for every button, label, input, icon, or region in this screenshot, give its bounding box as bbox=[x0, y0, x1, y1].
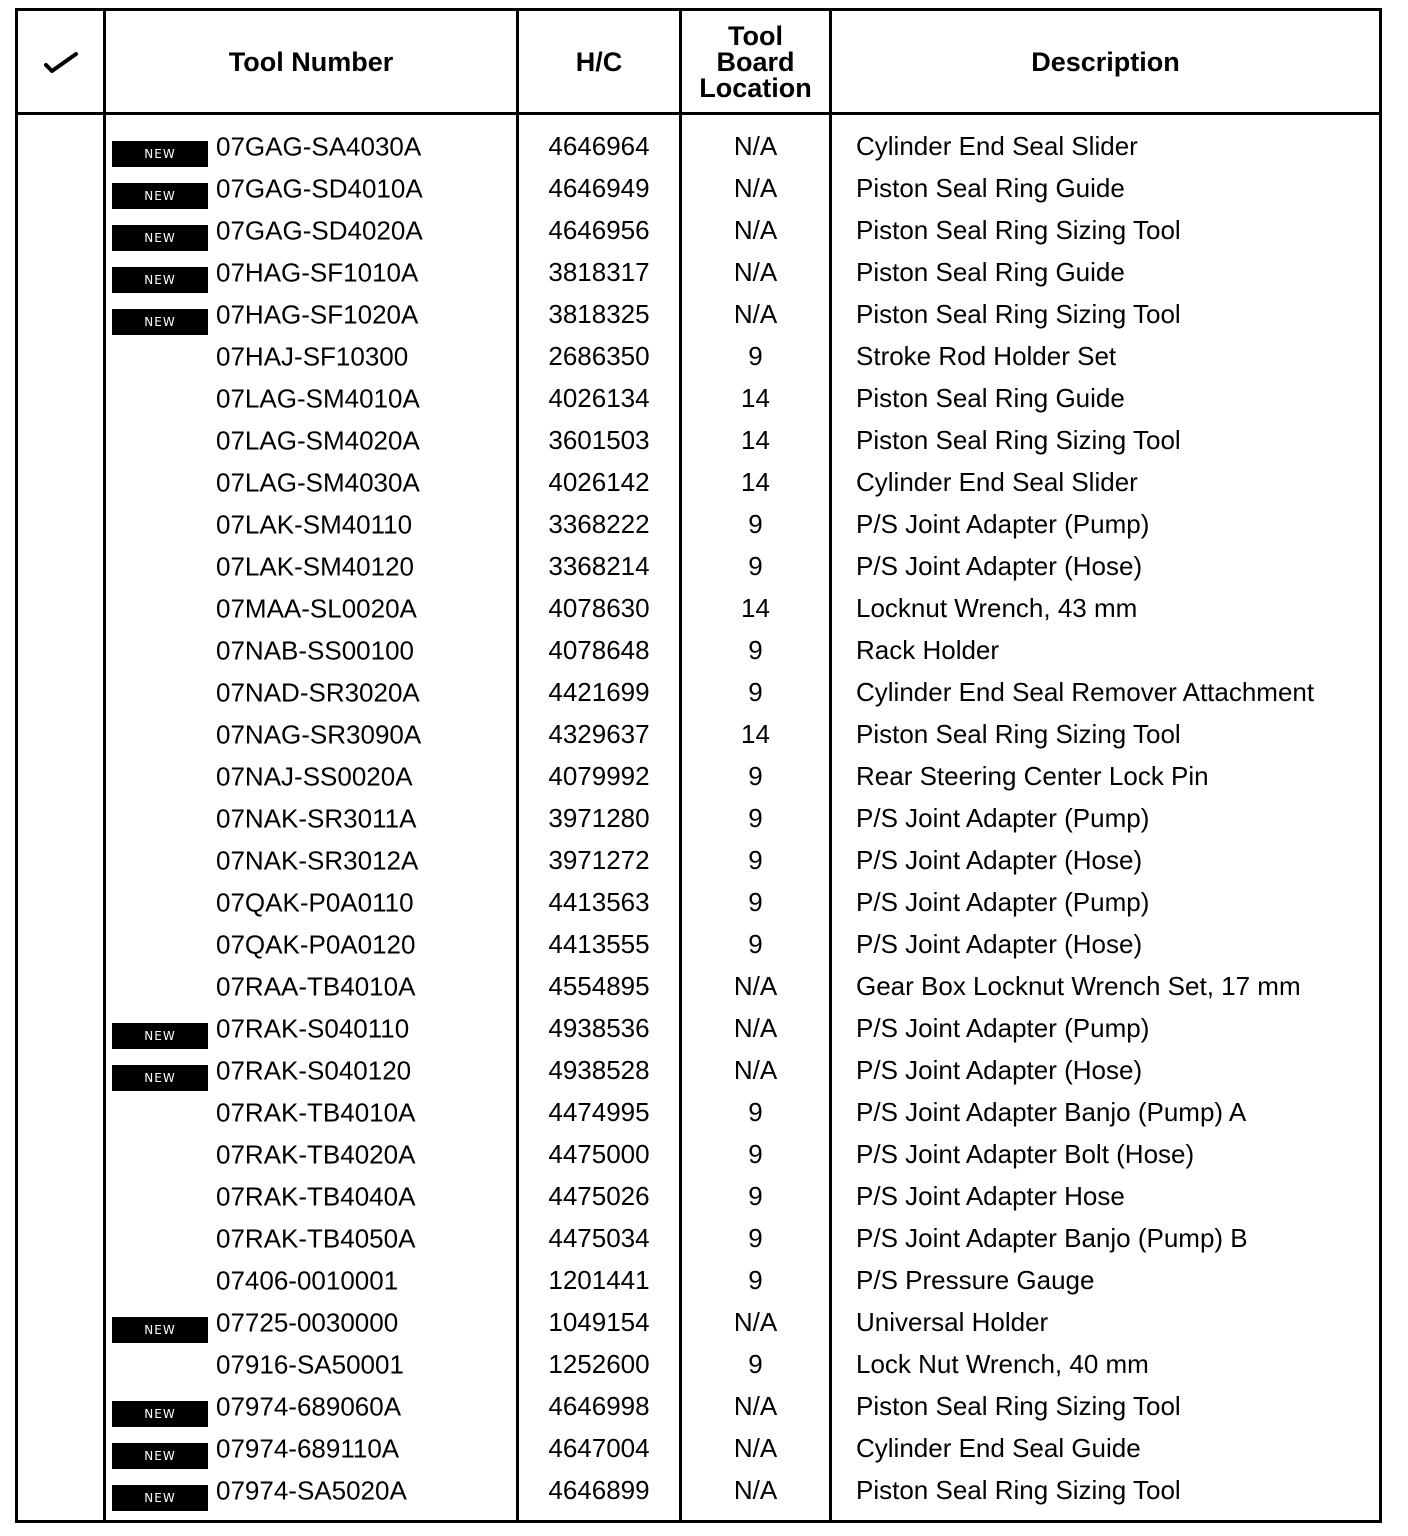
table-row bbox=[17, 1469, 1381, 1511]
tool-number-cell bbox=[105, 1133, 518, 1175]
check-cell bbox=[17, 503, 105, 545]
hc-cell: 3601503 bbox=[518, 419, 681, 461]
board-location-cell: 9 bbox=[681, 923, 831, 965]
tool-number: 07RAK-TB4020A bbox=[216, 1139, 416, 1170]
check-cell bbox=[17, 629, 105, 671]
description-cell: P/S Joint Adapter (Pump) bbox=[831, 1007, 1381, 1049]
hc-cell: 4475034 bbox=[518, 1217, 681, 1259]
hc-cell: 4078630 bbox=[518, 587, 681, 629]
hc-cell: 4475026 bbox=[518, 1175, 681, 1217]
description-cell: P/S Joint Adapter Hose bbox=[831, 1175, 1381, 1217]
description-cell: Piston Seal Ring Sizing Tool bbox=[831, 209, 1381, 251]
new-badge: NEW bbox=[112, 1065, 208, 1091]
tool-number: 07974-689110A bbox=[216, 1433, 400, 1464]
hc-header: H/C bbox=[518, 10, 681, 114]
check-cell bbox=[17, 965, 105, 1007]
description-cell: Rack Holder bbox=[831, 629, 1381, 671]
board-location-cell: 14 bbox=[681, 419, 831, 461]
new-badge-slot bbox=[112, 764, 208, 790]
tool-number: 07LAG-SM4010A bbox=[216, 383, 420, 414]
description-cell: Stroke Rod Holder Set bbox=[831, 335, 1381, 377]
hc-cell: 1201441 bbox=[518, 1259, 681, 1301]
check-cell bbox=[17, 1385, 105, 1427]
check-cell bbox=[17, 1469, 105, 1511]
board-location-cell: N/A bbox=[681, 1469, 831, 1511]
check-cell bbox=[17, 251, 105, 293]
tool-number-cell bbox=[105, 1049, 518, 1091]
tool-number-cell bbox=[105, 587, 518, 629]
tool-number-cell bbox=[105, 1259, 518, 1301]
hc-cell: 3971272 bbox=[518, 839, 681, 881]
tool-number: 07NAG-SR3090A bbox=[216, 719, 422, 750]
new-badge-slot bbox=[112, 596, 208, 622]
description-cell: Cylinder End Seal Guide bbox=[831, 1427, 1381, 1469]
hc-cell: 4475000 bbox=[518, 1133, 681, 1175]
tool-number: 07NAJ-SS0020A bbox=[216, 761, 413, 792]
table-row bbox=[17, 114, 1381, 168]
description-cell: Cylinder End Seal Remover Attachment bbox=[831, 671, 1381, 713]
tool-number-cell bbox=[105, 923, 518, 965]
tool-number: 07HAG-SF1010A bbox=[216, 257, 419, 288]
tool-number-cell bbox=[105, 1385, 518, 1427]
hc-cell: 3971280 bbox=[518, 797, 681, 839]
check-cell bbox=[17, 1049, 105, 1091]
board-location-cell: 9 bbox=[681, 1175, 831, 1217]
tool-number-cell bbox=[105, 671, 518, 713]
board-location-cell: 14 bbox=[681, 587, 831, 629]
description-cell: Piston Seal Ring Sizing Tool bbox=[831, 1385, 1381, 1427]
description-cell: P/S Joint Adapter Banjo (Pump) A bbox=[831, 1091, 1381, 1133]
tool-number-cell bbox=[105, 881, 518, 923]
table-row bbox=[17, 755, 1381, 797]
new-badge: NEW bbox=[112, 183, 208, 209]
tool-number-cell bbox=[105, 293, 518, 335]
tool-number-cell bbox=[105, 755, 518, 797]
table-row bbox=[17, 1217, 1381, 1259]
new-badge-slot bbox=[112, 806, 208, 832]
board-location-line-1: Tool bbox=[728, 20, 783, 51]
check-cell bbox=[17, 545, 105, 587]
tool-number: 07GAG-SD4020A bbox=[216, 215, 423, 246]
tool-number: 07RAK-S040110 bbox=[216, 1013, 410, 1044]
description-cell: Piston Seal Ring Guide bbox=[831, 377, 1381, 419]
hc-cell: 4421699 bbox=[518, 671, 681, 713]
tool-number-cell bbox=[105, 713, 518, 755]
tool-number: 07GAG-SA4030A bbox=[216, 131, 422, 162]
tool-number: 07HAG-SF1020A bbox=[216, 299, 419, 330]
hc-cell: 4078648 bbox=[518, 629, 681, 671]
board-location-line-3: Location bbox=[699, 72, 812, 103]
hc-cell: 4646899 bbox=[518, 1469, 681, 1511]
tool-number: 07916-SA50001 bbox=[216, 1349, 404, 1380]
new-badge-slot bbox=[112, 512, 208, 538]
description-cell: Piston Seal Ring Sizing Tool bbox=[831, 419, 1381, 461]
board-location-cell: N/A bbox=[681, 251, 831, 293]
table-row bbox=[17, 797, 1381, 839]
hc-cell: 4646964 bbox=[518, 114, 681, 168]
board-location-cell: 9 bbox=[681, 1217, 831, 1259]
hc-cell: 4554895 bbox=[518, 965, 681, 1007]
hc-cell: 4329637 bbox=[518, 713, 681, 755]
header-row bbox=[17, 10, 1381, 114]
board-location-cell: 9 bbox=[681, 545, 831, 587]
description-cell: Lock Nut Wrench, 40 mm bbox=[831, 1343, 1381, 1385]
new-badge: NEW bbox=[112, 1443, 208, 1469]
board-location-cell: 9 bbox=[681, 755, 831, 797]
description-cell: Piston Seal Ring Sizing Tool bbox=[831, 1469, 1381, 1511]
table-row bbox=[17, 1175, 1381, 1217]
new-badge: NEW bbox=[112, 267, 208, 293]
tool-number-cell bbox=[105, 1091, 518, 1133]
new-badge: NEW bbox=[112, 141, 208, 167]
hc-cell: 3818325 bbox=[518, 293, 681, 335]
description-cell: Piston Seal Ring Sizing Tool bbox=[831, 293, 1381, 335]
table-row bbox=[17, 839, 1381, 881]
board-location-cell: 9 bbox=[681, 839, 831, 881]
description-header: Description bbox=[831, 10, 1381, 114]
description-cell: Cylinder End Seal Slider bbox=[831, 461, 1381, 503]
tool-number: 07QAK-P0A0110 bbox=[216, 887, 414, 918]
tool-number: 07NAK-SR3011A bbox=[216, 803, 417, 834]
new-badge-slot bbox=[112, 1478, 208, 1504]
tool-number-cell bbox=[105, 629, 518, 671]
description-cell: Piston Seal Ring Guide bbox=[831, 251, 1381, 293]
hc-cell: 4474995 bbox=[518, 1091, 681, 1133]
check-cell bbox=[17, 1343, 105, 1385]
table-row bbox=[17, 1049, 1381, 1091]
tool-number: 07974-SA5020A bbox=[216, 1475, 407, 1506]
hc-cell: 3368214 bbox=[518, 545, 681, 587]
check-cell bbox=[17, 587, 105, 629]
hc-cell: 4413563 bbox=[518, 881, 681, 923]
tool-number: 07LAK-SM40120 bbox=[216, 551, 415, 582]
board-location-cell: 9 bbox=[681, 629, 831, 671]
tool-number: 07725-0030000 bbox=[216, 1307, 399, 1338]
board-location-line-2: Board bbox=[716, 46, 795, 77]
table-row bbox=[17, 335, 1381, 377]
tool-number: 07MAA-SL0020A bbox=[216, 593, 417, 624]
tool-number-cell bbox=[105, 1301, 518, 1343]
description-cell: P/S Joint Adapter (Hose) bbox=[831, 923, 1381, 965]
table-row bbox=[17, 377, 1381, 419]
description-cell: Locknut Wrench, 43 mm bbox=[831, 587, 1381, 629]
tool-number-cell bbox=[105, 114, 518, 168]
new-badge-slot bbox=[112, 680, 208, 706]
new-badge-slot bbox=[112, 638, 208, 664]
table-body bbox=[17, 114, 1381, 1522]
tool-number: 07RAA-TB4010A bbox=[216, 971, 416, 1002]
description-cell: P/S Joint Adapter (Pump) bbox=[831, 503, 1381, 545]
check-cell bbox=[17, 293, 105, 335]
table-row bbox=[17, 1007, 1381, 1049]
check-cell bbox=[17, 419, 105, 461]
tool-number: 07LAG-SM4030A bbox=[216, 467, 420, 498]
board-location-cell: N/A bbox=[681, 965, 831, 1007]
tool-number: 07LAG-SM4020A bbox=[216, 425, 420, 456]
check-cell bbox=[17, 209, 105, 251]
check-column-header bbox=[17, 10, 105, 114]
table-row bbox=[17, 1343, 1381, 1385]
table-row bbox=[17, 293, 1381, 335]
board-location-cell: N/A bbox=[681, 293, 831, 335]
tool-number-cell bbox=[105, 1217, 518, 1259]
table-row bbox=[17, 167, 1381, 209]
hc-cell: 2686350 bbox=[518, 335, 681, 377]
table-row bbox=[17, 1385, 1381, 1427]
description-cell: P/S Joint Adapter (Pump) bbox=[831, 881, 1381, 923]
new-badge-slot bbox=[112, 428, 208, 454]
description-cell: P/S Joint Adapter Bolt (Hose) bbox=[831, 1133, 1381, 1175]
new-badge-slot bbox=[112, 1436, 208, 1462]
new-badge-slot bbox=[112, 260, 208, 286]
new-badge: NEW bbox=[112, 1023, 208, 1049]
filler-cell bbox=[518, 1511, 681, 1522]
board-location-cell: N/A bbox=[681, 167, 831, 209]
new-badge-slot bbox=[112, 848, 208, 874]
new-badge-slot bbox=[112, 554, 208, 580]
check-cell bbox=[17, 335, 105, 377]
board-location-cell: 9 bbox=[681, 1343, 831, 1385]
check-cell bbox=[17, 461, 105, 503]
check-cell bbox=[17, 1175, 105, 1217]
check-cell bbox=[17, 839, 105, 881]
hc-cell: 1049154 bbox=[518, 1301, 681, 1343]
new-badge: NEW bbox=[112, 1401, 208, 1427]
check-cell bbox=[17, 755, 105, 797]
tool-number-cell bbox=[105, 461, 518, 503]
hc-cell: 4413555 bbox=[518, 923, 681, 965]
table-row bbox=[17, 1091, 1381, 1133]
new-badge-slot bbox=[112, 1394, 208, 1420]
hc-cell: 1252600 bbox=[518, 1343, 681, 1385]
table-row bbox=[17, 881, 1381, 923]
tool-number-cell bbox=[105, 377, 518, 419]
description-cell: P/S Joint Adapter (Hose) bbox=[831, 839, 1381, 881]
board-location-cell: N/A bbox=[681, 1385, 831, 1427]
new-badge-slot bbox=[112, 218, 208, 244]
tool-number-cell bbox=[105, 209, 518, 251]
tool-number: 07GAG-SD4010A bbox=[216, 173, 423, 204]
hc-cell: 4646949 bbox=[518, 167, 681, 209]
table-row bbox=[17, 209, 1381, 251]
tool-number-cell bbox=[105, 1175, 518, 1217]
tool-number: 07NAB-SS00100 bbox=[216, 635, 415, 666]
check-cell bbox=[17, 1007, 105, 1049]
hc-cell: 4938536 bbox=[518, 1007, 681, 1049]
board-location-cell: 9 bbox=[681, 335, 831, 377]
tool-number-cell bbox=[105, 965, 518, 1007]
board-location-cell: 14 bbox=[681, 461, 831, 503]
new-badge-slot bbox=[112, 302, 208, 328]
board-location-cell: 14 bbox=[681, 713, 831, 755]
tool-number: 07406-0010001 bbox=[216, 1265, 399, 1296]
new-badge-slot bbox=[112, 1016, 208, 1042]
tool-number: 07RAK-TB4010A bbox=[216, 1097, 416, 1128]
board-location-cell: 9 bbox=[681, 503, 831, 545]
hc-cell: 4646998 bbox=[518, 1385, 681, 1427]
tool-number-cell bbox=[105, 335, 518, 377]
tool-number: 07NAD-SR3020A bbox=[216, 677, 420, 708]
tool-number-cell bbox=[105, 503, 518, 545]
board-location-cell: 9 bbox=[681, 671, 831, 713]
hc-cell: 4079992 bbox=[518, 755, 681, 797]
new-badge-slot bbox=[112, 344, 208, 370]
new-badge-slot bbox=[112, 932, 208, 958]
hc-cell: 3818317 bbox=[518, 251, 681, 293]
board-location-cell: 9 bbox=[681, 1091, 831, 1133]
table-row bbox=[17, 587, 1381, 629]
board-location-cell: N/A bbox=[681, 114, 831, 168]
board-location-cell: 9 bbox=[681, 1133, 831, 1175]
new-badge-slot bbox=[112, 176, 208, 202]
new-badge-slot bbox=[112, 1100, 208, 1126]
table-row bbox=[17, 1259, 1381, 1301]
new-badge-slot bbox=[112, 1352, 208, 1378]
description-cell: Piston Seal Ring Guide bbox=[831, 167, 1381, 209]
tool-number: 07974-689060A bbox=[216, 1391, 402, 1422]
new-badge-slot bbox=[112, 1142, 208, 1168]
check-cell bbox=[17, 1217, 105, 1259]
table-row bbox=[17, 1427, 1381, 1469]
board-location-header bbox=[681, 10, 831, 114]
table-row bbox=[17, 965, 1381, 1007]
tool-number-cell bbox=[105, 797, 518, 839]
tool-number: 07RAK-TB4040A bbox=[216, 1181, 416, 1212]
new-badge: NEW bbox=[112, 1317, 208, 1343]
description-cell: P/S Joint Adapter (Pump) bbox=[831, 797, 1381, 839]
table-row bbox=[17, 503, 1381, 545]
table-row bbox=[17, 629, 1381, 671]
check-cell bbox=[17, 923, 105, 965]
tool-number: 07HAJ-SF10300 bbox=[216, 341, 409, 372]
filler-cell bbox=[831, 1511, 1381, 1522]
new-badge: NEW bbox=[112, 1485, 208, 1511]
new-badge-slot bbox=[112, 1184, 208, 1210]
board-location-cell: 14 bbox=[681, 377, 831, 419]
new-badge-slot bbox=[112, 134, 208, 160]
board-location-cell: N/A bbox=[681, 1301, 831, 1343]
tool-number: 07RAK-S040120 bbox=[216, 1055, 412, 1086]
hc-cell: 4938528 bbox=[518, 1049, 681, 1091]
tool-number-cell bbox=[105, 839, 518, 881]
new-badge-slot bbox=[112, 1310, 208, 1336]
description-cell: P/S Pressure Gauge bbox=[831, 1259, 1381, 1301]
tool-number: 07NAK-SR3012A bbox=[216, 845, 419, 876]
new-badge-slot bbox=[112, 890, 208, 916]
board-location-cell: 9 bbox=[681, 1259, 831, 1301]
new-badge: NEW bbox=[112, 309, 208, 335]
check-cell bbox=[17, 713, 105, 755]
board-location-cell: N/A bbox=[681, 1427, 831, 1469]
tool-number-cell bbox=[105, 419, 518, 461]
tool-number-cell bbox=[105, 1007, 518, 1049]
check-cell bbox=[17, 377, 105, 419]
filler-cell bbox=[681, 1511, 831, 1522]
tool-number-cell bbox=[105, 1427, 518, 1469]
new-badge-slot bbox=[112, 1058, 208, 1084]
table-row bbox=[17, 713, 1381, 755]
description-cell: P/S Joint Adapter Banjo (Pump) B bbox=[831, 1217, 1381, 1259]
board-location-cell: N/A bbox=[681, 209, 831, 251]
check-cell bbox=[17, 1091, 105, 1133]
filler-cell bbox=[105, 1511, 518, 1522]
tool-number-cell bbox=[105, 1343, 518, 1385]
check-cell bbox=[17, 114, 105, 168]
tool-number-cell bbox=[105, 545, 518, 587]
check-cell bbox=[17, 1427, 105, 1469]
table-row bbox=[17, 461, 1381, 503]
tool-number: 07RAK-TB4050A bbox=[216, 1223, 416, 1254]
description-cell: Piston Seal Ring Sizing Tool bbox=[831, 713, 1381, 755]
new-badge-slot bbox=[112, 1226, 208, 1252]
hc-cell: 4026134 bbox=[518, 377, 681, 419]
check-cell bbox=[17, 671, 105, 713]
tool-number-cell bbox=[105, 167, 518, 209]
new-badge-slot bbox=[112, 1268, 208, 1294]
check-cell bbox=[17, 881, 105, 923]
description-cell: Rear Steering Center Lock Pin bbox=[831, 755, 1381, 797]
description-cell: P/S Joint Adapter (Hose) bbox=[831, 1049, 1381, 1091]
board-location-cell: N/A bbox=[681, 1007, 831, 1049]
description-cell: Universal Holder bbox=[831, 1301, 1381, 1343]
tool-number: 07LAK-SM40110 bbox=[216, 509, 413, 540]
table-row bbox=[17, 1133, 1381, 1175]
filler-cell bbox=[17, 1511, 105, 1522]
table-row bbox=[17, 671, 1381, 713]
new-badge-slot bbox=[112, 722, 208, 748]
table-row bbox=[17, 923, 1381, 965]
description-cell: Cylinder End Seal Slider bbox=[831, 114, 1381, 168]
new-badge-slot bbox=[112, 470, 208, 496]
table-row bbox=[17, 1301, 1381, 1343]
tool-table bbox=[15, 8, 1382, 1523]
tool-number-header: Tool Number bbox=[105, 10, 518, 114]
check-cell bbox=[17, 1259, 105, 1301]
tool-number: 07QAK-P0A0120 bbox=[216, 929, 416, 960]
new-badge-slot bbox=[112, 974, 208, 1000]
check-cell bbox=[17, 797, 105, 839]
tool-number-cell bbox=[105, 251, 518, 293]
check-cell bbox=[17, 1301, 105, 1343]
hc-cell: 4647004 bbox=[518, 1427, 681, 1469]
board-location-cell: N/A bbox=[681, 1049, 831, 1091]
checkmark-icon bbox=[22, 51, 99, 73]
description-cell: Gear Box Locknut Wrench Set, 17 mm bbox=[831, 965, 1381, 1007]
table-row bbox=[17, 545, 1381, 587]
filler-row bbox=[17, 1511, 1381, 1522]
new-badge-slot bbox=[112, 386, 208, 412]
table-row bbox=[17, 419, 1381, 461]
new-badge: NEW bbox=[112, 225, 208, 251]
check-cell bbox=[17, 1133, 105, 1175]
board-location-cell: 9 bbox=[681, 881, 831, 923]
table-row bbox=[17, 251, 1381, 293]
check-cell bbox=[17, 167, 105, 209]
hc-cell: 3368222 bbox=[518, 503, 681, 545]
hc-cell: 4026142 bbox=[518, 461, 681, 503]
hc-cell: 4646956 bbox=[518, 209, 681, 251]
board-location-cell: 9 bbox=[681, 797, 831, 839]
tool-number-cell bbox=[105, 1469, 518, 1511]
description-cell: P/S Joint Adapter (Hose) bbox=[831, 545, 1381, 587]
